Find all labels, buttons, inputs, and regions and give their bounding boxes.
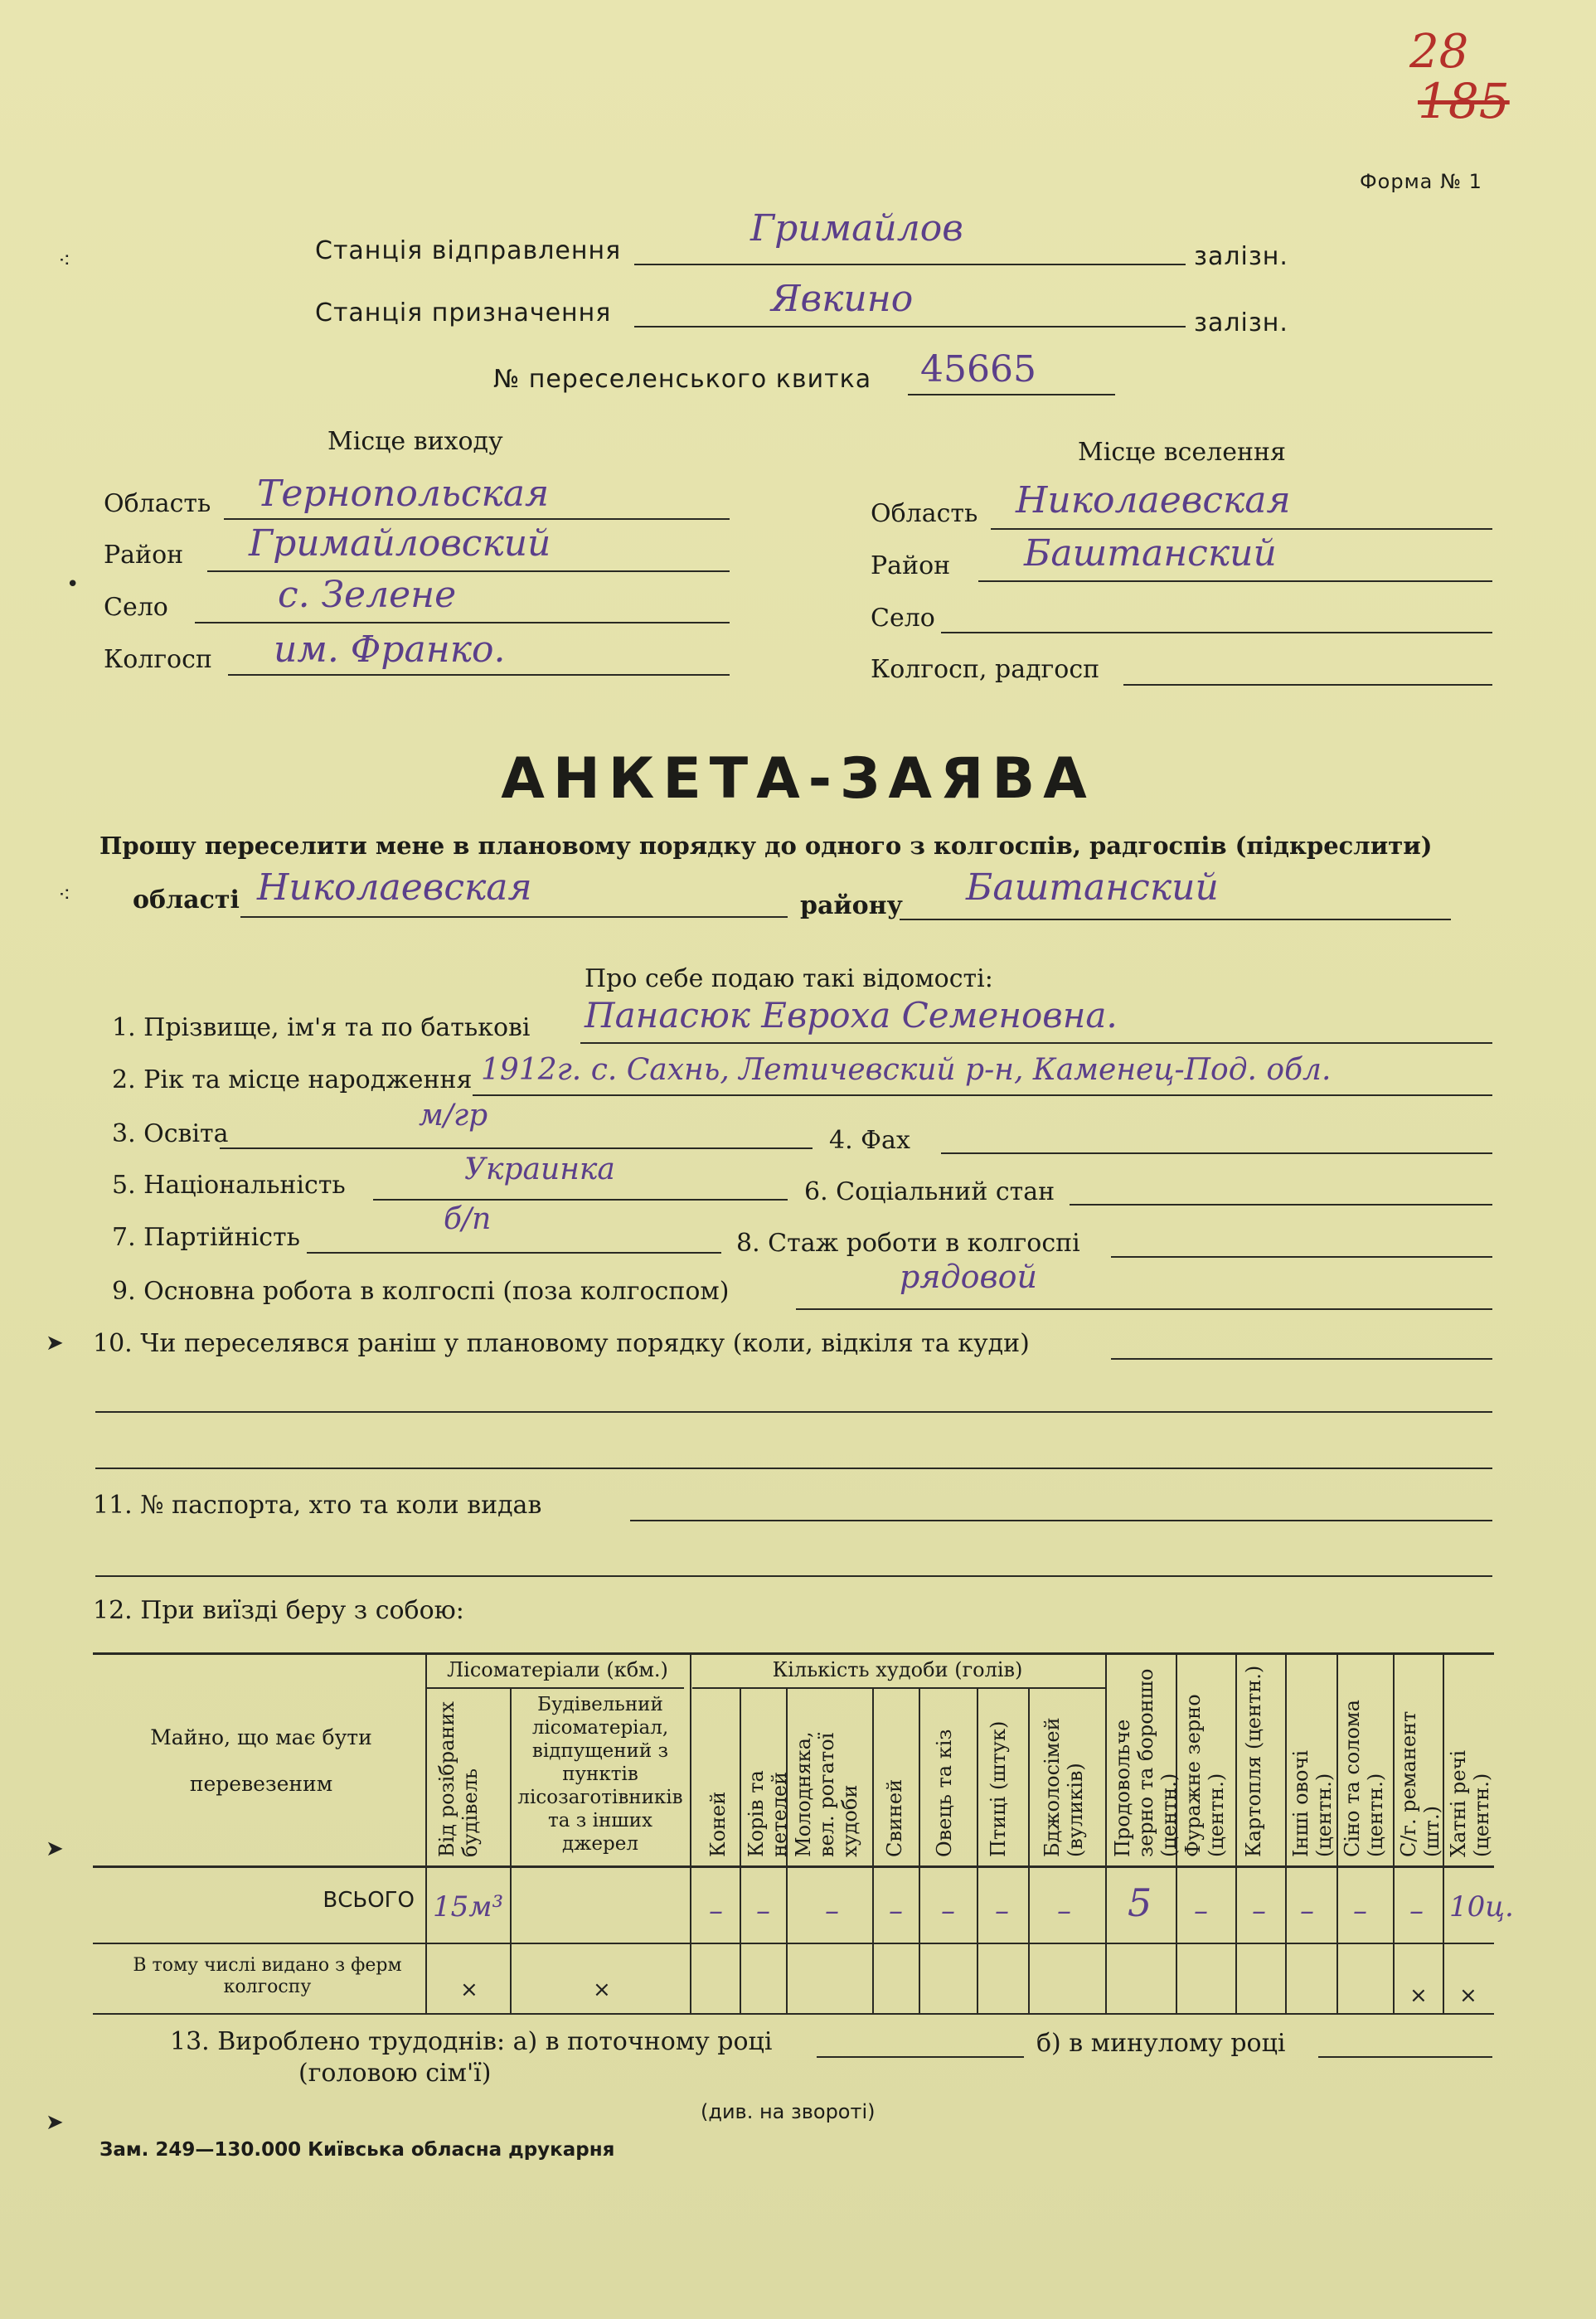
field-1-label: 1. Прізвище, ім'я та по батькові — [112, 1013, 531, 1042]
field-11-line-2 — [95, 1575, 1492, 1577]
destination-oblast-label: Область — [871, 499, 978, 528]
destination-station-line — [634, 326, 1186, 327]
total-implements: – — [1409, 1894, 1424, 1928]
origin-selo-label: Село — [104, 593, 168, 622]
field-9-label: 9. Основна робота в колгоспі (поза колгоспом) — [112, 1277, 730, 1306]
total-hay: – — [1353, 1894, 1367, 1928]
origin-selo-value: с. Зелене — [278, 574, 457, 616]
col-header-sheep: Овець та кіз — [933, 1729, 956, 1857]
col-divider — [740, 1687, 741, 2013]
workdays-prev-label: б) в минулому році — [1036, 2029, 1286, 2058]
row-farm-label: В тому числі видано з ферм колгоспу — [133, 1955, 402, 1997]
see-back-note: (див. на звороті) — [701, 2100, 876, 2123]
farm-household: × — [1459, 1983, 1477, 2008]
field-1-line — [580, 1042, 1492, 1044]
total-household: 10ц. — [1449, 1890, 1514, 1924]
form-title: АНКЕТА-ЗАЯВА — [501, 746, 1095, 812]
field-9-value: рядовой — [900, 1259, 1037, 1295]
field-3-value: м/гр — [419, 1099, 488, 1133]
field-10-label: 10. Чи переселявся раніш у плановому порядку (коли, відкіля та куди) — [93, 1329, 1030, 1358]
col-divider — [1285, 1654, 1287, 2013]
field-8-label: 8. Стаж роботи в колгоспі — [736, 1229, 1080, 1258]
request-raion-value: Баштанский — [966, 866, 1219, 909]
col-divider — [1393, 1654, 1395, 2013]
total-food-grain: 5 — [1128, 1880, 1152, 1925]
col-divider — [1336, 1654, 1338, 2013]
farm-dismantled: × — [460, 1977, 478, 2002]
col-header-hay: Сіно та солома (центн.) — [1341, 1700, 1387, 1857]
request-raion-line — [900, 919, 1451, 920]
field-6-label: 6. Соціальний стан — [804, 1177, 1055, 1206]
col-divider — [1105, 1654, 1107, 2013]
origin-raion-value: Гримайловский — [249, 522, 551, 565]
col-divider — [510, 1687, 512, 2013]
field-7-label: 7. Партійність — [112, 1223, 300, 1252]
group-header-timber: Лісоматеріали (кбм.) — [447, 1658, 668, 1681]
field-8-line — [1111, 1256, 1492, 1258]
field-7-line — [307, 1252, 721, 1254]
form-number: Форма № 1 — [1360, 170, 1482, 193]
total-sheep: – — [941, 1894, 955, 1928]
col-header-building-timber: Будівельний лісоматеріал, відпущений з пунктів лісозаготівників та з інших джерел — [517, 1694, 683, 1855]
col-header-cows: Корів та нетелей — [745, 1770, 791, 1857]
total-feed-grain: – — [1194, 1894, 1208, 1928]
field-5-line — [373, 1199, 788, 1201]
col-header-potatoes: Картопля (центн.) — [1242, 1665, 1265, 1857]
destination-oblast-line — [991, 528, 1492, 530]
row-total-label: ВСЬОГО — [323, 1888, 415, 1913]
field-6-line — [1070, 1204, 1492, 1206]
archive-number: 28 — [1409, 25, 1469, 79]
destination-kolhosp-line — [1123, 684, 1492, 686]
field-2-value: 1912г. с. Сахнь, Летичевский р-н, Каменец-Под. обл. — [481, 1053, 1332, 1087]
total-pigs: – — [889, 1894, 903, 1928]
total-potatoes: – — [1252, 1894, 1266, 1928]
origin-selo-line — [195, 622, 730, 623]
departure-value: Гримайлов — [750, 207, 963, 250]
departure-label: Станція відправлення — [315, 236, 622, 265]
origin-kolhosp-label: Колгосп — [104, 645, 212, 674]
destination-station-value: Явкино — [771, 278, 914, 320]
destination-selo-line — [941, 632, 1492, 633]
origin-oblast-line — [224, 518, 730, 520]
workdays-label: 13. Вироблено трудоднів: а) в поточному році — [170, 2027, 773, 2056]
col-header-food-grain: Продовольче зерно та бороншо (центн.) — [1111, 1668, 1181, 1857]
field-3-label: 3. Освіта — [112, 1119, 229, 1148]
destination-raion-value: Баштанский — [1024, 532, 1277, 575]
col-divider — [1028, 1687, 1030, 2013]
total-bees: – — [1057, 1894, 1071, 1928]
destination-oblast-value: Николаевская — [1016, 479, 1291, 522]
field-11-line — [630, 1520, 1492, 1521]
field-7-value: б/п — [444, 1202, 492, 1236]
col-divider — [977, 1687, 978, 2013]
timber-group-underline — [427, 1687, 684, 1689]
request-text: Прошу переселити мене в плановому порядку до одного з колгоспів, радгоспів (підкреслити) — [99, 832, 1433, 860]
destination-title: Місце вселення — [1078, 438, 1286, 467]
livestock-group-underline — [692, 1687, 1107, 1689]
ticket-label: № переселенського квитка — [493, 365, 872, 394]
total-vegetables: – — [1300, 1894, 1314, 1928]
field-4-label: 4. Фах — [829, 1126, 910, 1155]
destination-rail-suffix: залізн. — [1194, 308, 1288, 337]
ticket-line — [908, 394, 1115, 395]
margin-mark: ➤ — [46, 2110, 64, 2135]
field-5-value: Украинка — [464, 1152, 615, 1186]
total-poultry: – — [995, 1894, 1009, 1928]
col-header-feed-grain: Фуражне зерно (центн.) — [1181, 1694, 1228, 1857]
field-10-line-3 — [95, 1468, 1492, 1469]
departure-line — [634, 264, 1186, 265]
printer-note: Зам. 249—130.000 Київська обласна друкарня — [99, 2139, 615, 2161]
destination-selo-label: Село — [871, 604, 935, 633]
col-header-dismantled: Від розібраних будівель — [435, 1701, 482, 1857]
total-horses: – — [709, 1894, 723, 1928]
field-3-line — [220, 1147, 813, 1149]
request-raion-label: району — [800, 891, 903, 920]
field-5-label: 5. Національність — [112, 1171, 346, 1200]
farm-implements: × — [1409, 1983, 1428, 2008]
request-oblast-line — [240, 916, 788, 918]
col-header-household: Хатні речі (центн.) — [1447, 1749, 1493, 1857]
col-header-property: Майно, що має бути перевезеним — [150, 1725, 372, 1796]
margin-mark: ⁖ — [58, 883, 71, 908]
field-9-line — [796, 1308, 1492, 1310]
col-header-bees: Бджолосімей (вуликів) — [1041, 1717, 1087, 1857]
destination-station-label: Станція призначення — [315, 298, 612, 327]
col-divider — [872, 1687, 874, 2013]
destination-kolhosp-label: Колгосп, радгосп — [871, 655, 1100, 684]
col-divider — [1235, 1654, 1237, 2013]
destination-raion-label: Район — [871, 551, 951, 580]
col-header-implements: С/г. реманент (шт.) — [1397, 1710, 1443, 1857]
field-11-label: 11. № паспорта, хто та коли видав — [93, 1491, 542, 1520]
table-row-divider — [93, 1943, 1494, 1944]
field-12-label: 12. При виїзді беру з собою: — [93, 1596, 464, 1625]
request-oblast-label: області — [133, 885, 240, 915]
origin-oblast-value: Тернопольская — [257, 473, 550, 515]
total-young-cattle: – — [825, 1894, 839, 1928]
col-divider — [690, 1654, 691, 2013]
margin-mark: ➤ — [46, 1836, 64, 1861]
group-header-livestock: Кількість худоби (голів) — [772, 1658, 1023, 1681]
table-top-border — [93, 1652, 1494, 1655]
field-10-line-2 — [95, 1411, 1492, 1413]
table-bottom-border — [93, 2013, 1494, 2015]
col-header-horses: Коней — [706, 1791, 730, 1857]
field-2-label: 2. Рік та місце народження — [112, 1065, 473, 1094]
col-divider — [425, 1654, 427, 2013]
origin-kolhosp-value: им. Франко. — [274, 628, 506, 671]
col-header-young-cattle: Молодняка, вел. рогатої худоби — [792, 1731, 861, 1857]
col-divider — [919, 1687, 920, 2013]
field-1-value: Панасюк Евроха Семеновна. — [585, 995, 1118, 1036]
departure-rail-suffix: залізн. — [1194, 242, 1288, 271]
origin-raion-line — [207, 570, 730, 572]
ticket-value: 45665 — [920, 348, 1036, 391]
field-4-line — [941, 1152, 1492, 1154]
field-10-line — [1111, 1358, 1492, 1360]
col-header-vegetables: Інші овочі (центн.) — [1289, 1749, 1336, 1857]
farm-building-timber: × — [593, 1977, 611, 2002]
request-oblast-value: Николаевская — [257, 866, 532, 909]
workdays-sub: (головою сім'ї) — [298, 2059, 492, 2088]
destination-raion-line — [978, 580, 1492, 582]
col-header-poultry: Птиці (штук) — [987, 1720, 1010, 1857]
workdays-prev-line — [1318, 2056, 1492, 2058]
origin-title: Місце виходу — [327, 427, 503, 456]
field-2-line — [473, 1094, 1492, 1096]
table-header-bottom-border — [93, 1865, 1494, 1868]
archive-number-crossed: 185 — [1418, 73, 1510, 129]
margin-mark: • — [66, 572, 80, 597]
origin-oblast-label: Область — [104, 489, 211, 518]
total-dismantled: 15м³ — [433, 1890, 504, 1924]
origin-kolhosp-line — [228, 674, 730, 676]
margin-mark: ⁖ — [58, 249, 71, 274]
margin-mark: ➤ — [46, 1331, 64, 1356]
workdays-current-line — [817, 2056, 1024, 2058]
origin-raion-label: Район — [104, 541, 184, 570]
col-header-pigs: Свиней — [883, 1778, 906, 1857]
about-intro: Про себе подаю такі відомості: — [585, 964, 993, 993]
total-cows: – — [756, 1894, 770, 1928]
